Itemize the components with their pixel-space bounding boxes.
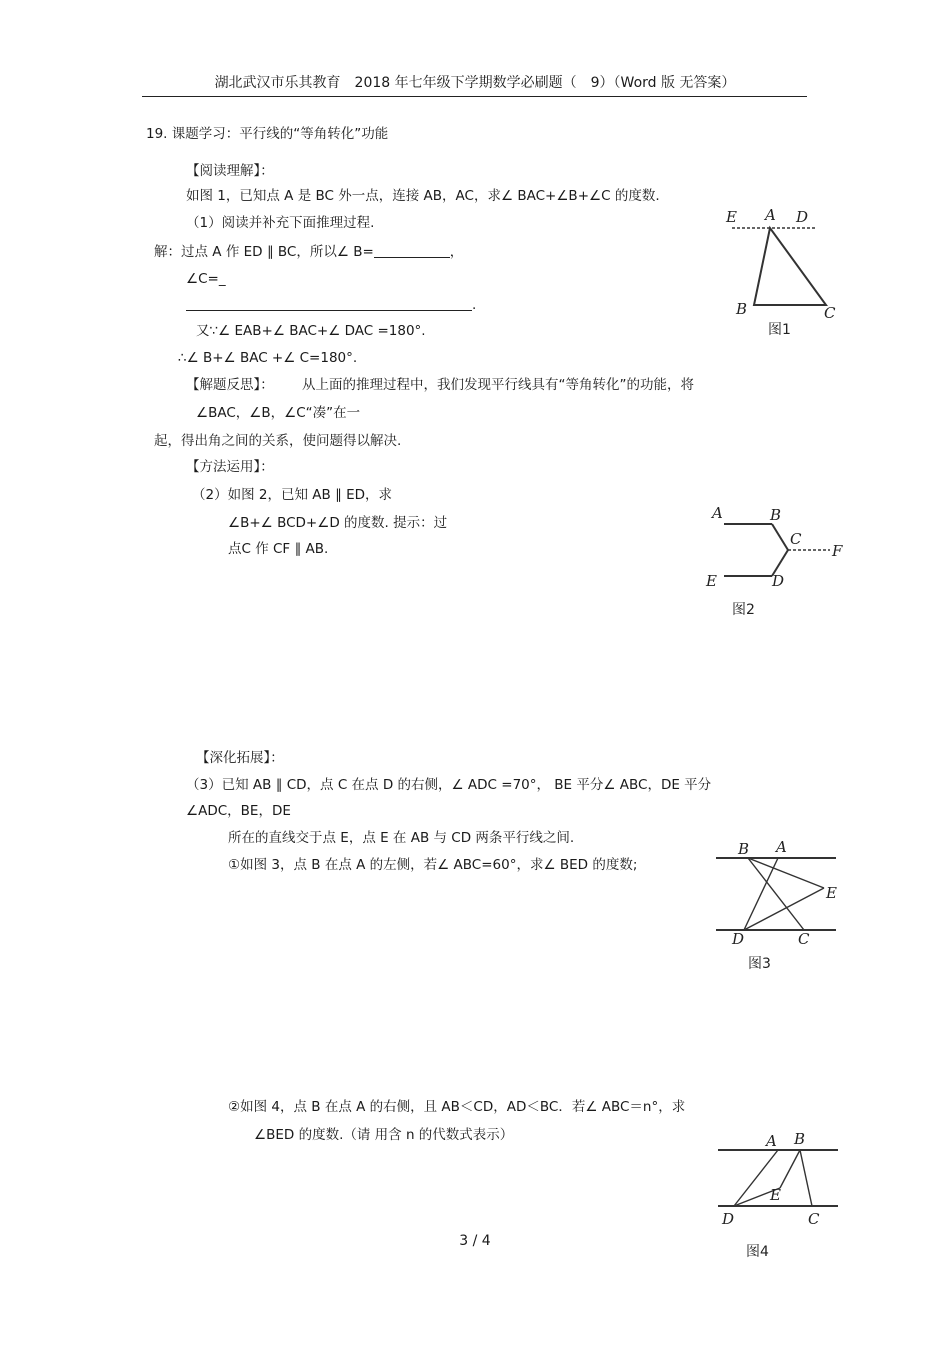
deep-heading: 【深化拓展】： bbox=[196, 750, 284, 766]
fig2-label-d: D bbox=[772, 572, 785, 590]
reflect-line2: ∠BAC，∠B，∠C“凑”在一 bbox=[196, 405, 361, 421]
fig4-label-a: A bbox=[766, 1132, 777, 1150]
fig2-label-e: E bbox=[706, 572, 717, 590]
fig2-label-b: B bbox=[770, 506, 782, 524]
solution-angle-c: ∠C=_ bbox=[186, 271, 226, 287]
figure-1 bbox=[720, 200, 850, 345]
solution-line1 bbox=[154, 243, 463, 261]
fig4-label-b: B bbox=[794, 1130, 806, 1148]
part3-line2: ∠ADC，BE，DE bbox=[186, 803, 291, 819]
fig1-label-a: A bbox=[765, 206, 776, 224]
fig4-label-e: E bbox=[770, 1186, 781, 1204]
part2-line2: ∠B+∠ BCD+∠D 的度数. 提示：过 bbox=[228, 515, 448, 531]
part3-question2-line1: ②如图 4，点 B 在点 A 的右侧，且 AB＜CD，AD＜BC．若∠ ABC＝n°，求 bbox=[228, 1099, 686, 1115]
reflect-line3: 起，得出角之间的关系，使问题得以解决. bbox=[154, 433, 402, 449]
question-title: 19. 课题学习：平行线的“等角转化”功能 bbox=[146, 126, 389, 142]
fig3-label-b: B bbox=[738, 840, 750, 858]
fig3-label-a: A bbox=[776, 838, 787, 856]
page-number: 3 / 4 bbox=[459, 1233, 491, 1249]
fig1-label-b: B bbox=[736, 300, 748, 318]
reading-statement: 如图 1，已知点 A 是 BC 外一点，连接 AB，AC，求∠ BAC+∠B+∠C 的度数. bbox=[186, 188, 660, 204]
fig2-label-c: C bbox=[790, 530, 802, 548]
fig1-label-e: E bbox=[726, 208, 737, 226]
figure-2 bbox=[700, 500, 850, 625]
solution-therefore: ∴∠ B+∠ BAC +∠ C=180°. bbox=[178, 350, 358, 366]
method-heading: 【方法运用】： bbox=[186, 459, 274, 475]
part3-line1: （3）已知 AB ∥ CD，点 C 在点 D 的右侧，∠ ADC =70°， BE 平分∠ ABC，DE 平分 bbox=[186, 777, 712, 793]
fig3-caption: 图3 bbox=[748, 956, 771, 972]
fig4-caption: 图4 bbox=[746, 1244, 769, 1260]
fig3-label-d: D bbox=[732, 930, 745, 948]
solution-line3 bbox=[186, 296, 476, 314]
fig3-label-e: E bbox=[826, 884, 837, 902]
figure-4 bbox=[712, 1130, 842, 1265]
part2-line3: 点C 作 CF ∥ AB. bbox=[228, 541, 329, 557]
part3-line3: 所在的直线交于点 E，点 E 在 AB 与 CD 两条平行线之间. bbox=[228, 830, 575, 846]
fig1-caption: 图1 bbox=[768, 322, 791, 338]
header-rule bbox=[142, 96, 807, 97]
reading-heading: 【阅读理解】： bbox=[186, 163, 274, 179]
part1-prompt: （1）阅读并补充下面推理过程. bbox=[186, 215, 375, 231]
part2-line1: （2）如图 2，已知 AB ∥ ED，求 bbox=[192, 487, 393, 503]
reflect-heading: 【解题反思】： bbox=[186, 377, 274, 393]
part3-question1: ①如图 3，点 B 在点 A 的左侧，若∠ ABC=60°，求∠ BED 的度数; bbox=[228, 857, 638, 873]
fig4-label-d: D bbox=[722, 1210, 735, 1228]
solution-prefix: 解：过点 A 作 ED ∥ BC，所以∠ B= bbox=[154, 244, 374, 260]
solution-comma: ， bbox=[449, 244, 464, 260]
solution-again: 又∵∠ EAB+∠ BAC+∠ DAC =180°. bbox=[196, 323, 426, 339]
page-header: 湖北武汉市乐其教育 2018 年七年级下学期数学必刷题（ 9）（Word 版 无答案） bbox=[214, 75, 736, 91]
solution-period: . bbox=[472, 297, 477, 313]
fig3-label-c: C bbox=[798, 930, 810, 948]
reflect-line1: 从上面的推理过程中，我们发现平行线具有“等角转化”的功能，将 bbox=[302, 377, 694, 393]
answer-blank-c[interactable] bbox=[186, 296, 472, 311]
fig2-label-a: A bbox=[712, 504, 723, 522]
fig2-label-f: F bbox=[832, 542, 843, 560]
part3-question2-line2: ∠BED 的度数.（请 用含 n 的代数式表示） bbox=[254, 1127, 514, 1143]
fig2-caption: 图2 bbox=[732, 602, 755, 618]
answer-blank-b[interactable] bbox=[374, 243, 450, 258]
figure-3 bbox=[708, 838, 843, 973]
fig4-label-c: C bbox=[808, 1210, 820, 1228]
fig1-label-c: C bbox=[824, 304, 836, 322]
fig1-label-d: D bbox=[796, 208, 809, 226]
